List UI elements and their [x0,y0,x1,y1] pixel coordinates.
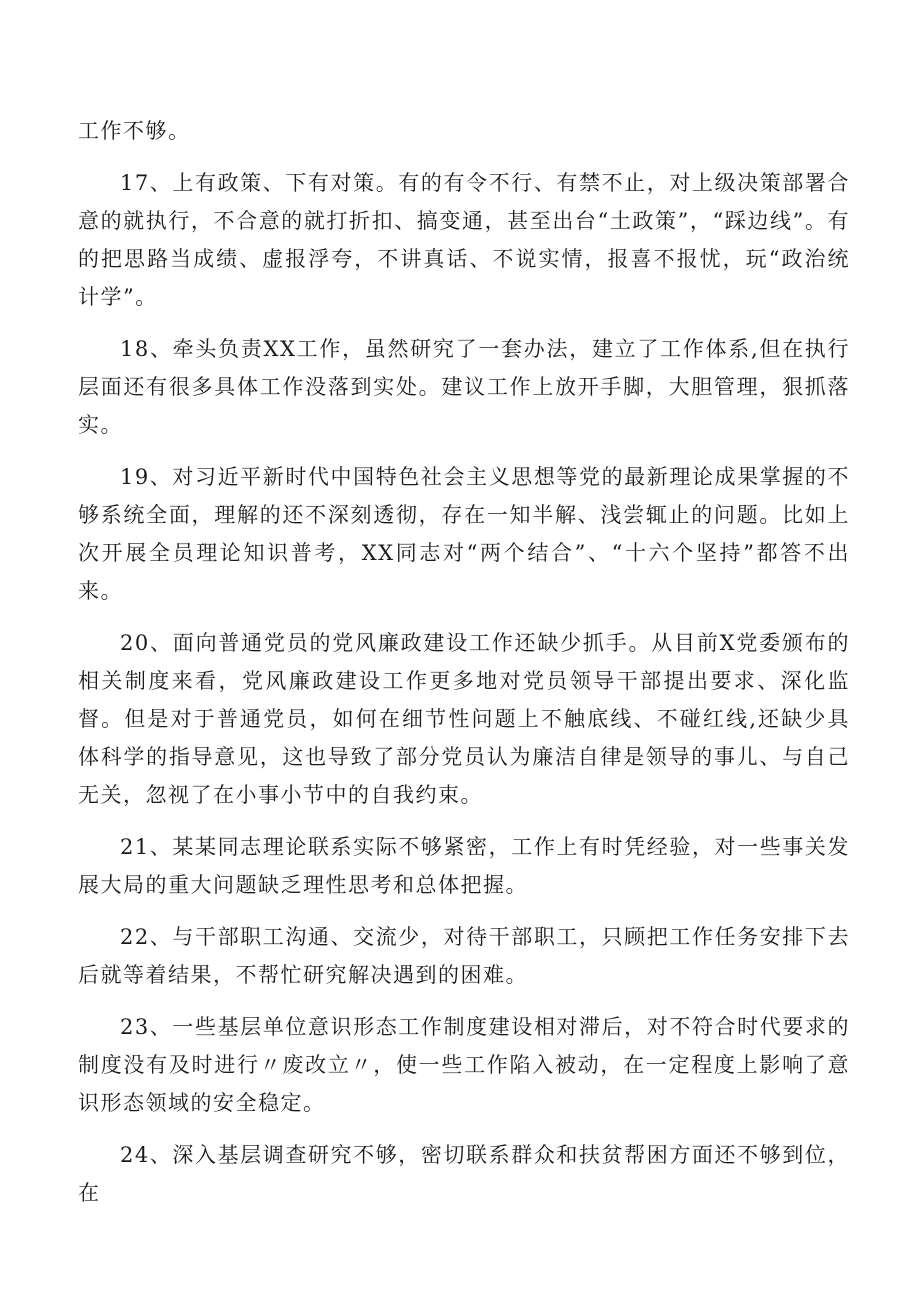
paragraph-item-18: 18、牵头负责XX工作，虽然研究了一套办法，建立了工作体系,但在执行层面还有很多具体工作没落到实处。建议工作上放开手脚，大胆管理，狠抓落实。 [78,337,850,437]
paragraph-item-22: 22、与干部职工沟通、交流少，对待干部职工，只顾把工作任务安排下去后就等着结果，不帮忙研究解决遇到的困难。 [78,925,850,987]
paragraph-item-21: 21、某某同志理论联系实际不够紧密，工作上有时凭经验，对一些事关发展大局的重大问题缺乏理性思考和总体把握。 [78,835,850,897]
paragraph-item-20: 20、面向普通党员的党风廉政建设工作还缺少抓手。从目前X党委颁布的相关制度来看，党风廉政建设工作更多地对党员领导干部提出要求、深化监督。但是对于普通党员，如何在细节性问题上不触底线、不碰红线,还缺少具体科学的指导意见，这也导致了部分党员认为廉洁自律是领导的事儿、与自己无关，忽视了在小事小节中的自我约束。 [78,631,850,807]
paragraph-item-17: 17、上有政策、下有对策。有的有令不行、有禁不止，对上级决策部署合意的就执行，不合意的就打折扣、搞变通，甚至出台“土政策”，“踩边线”。有的把思路当成绩、虚报浮夸，不讲真话、不说实情，报喜不报忧，玩“政治统计学”。 [78,171,850,309]
paragraph-item-23: 23、一些基层单位意识形态工作制度建设相对滞后，对不符合时代要求的制度没有及时进行〃废改立〃，使一些工作陷入被动，在一定程度上影响了意识形态领域的安全稳定。 [78,1015,850,1115]
paragraph-item-19: 19、对习近平新时代中国特色社会主义思想等党的最新理论成果掌握的不够系统全面，理解的还不深刻透彻，存在一知半解、浅尝辄止的问题。比如上次开展全员理论知识普考，XX同志对“两个结合”、“十六个坚持”都答不出来。 [78,465,850,603]
paragraph-continuation: 工作不够。 [78,119,191,143]
document-body [78,112,850,1226]
paragraph-item-24: 24、深入基层调查研究不够，密切联系群众和扶贫帮困方面还不够到位，在 [78,1143,850,1205]
